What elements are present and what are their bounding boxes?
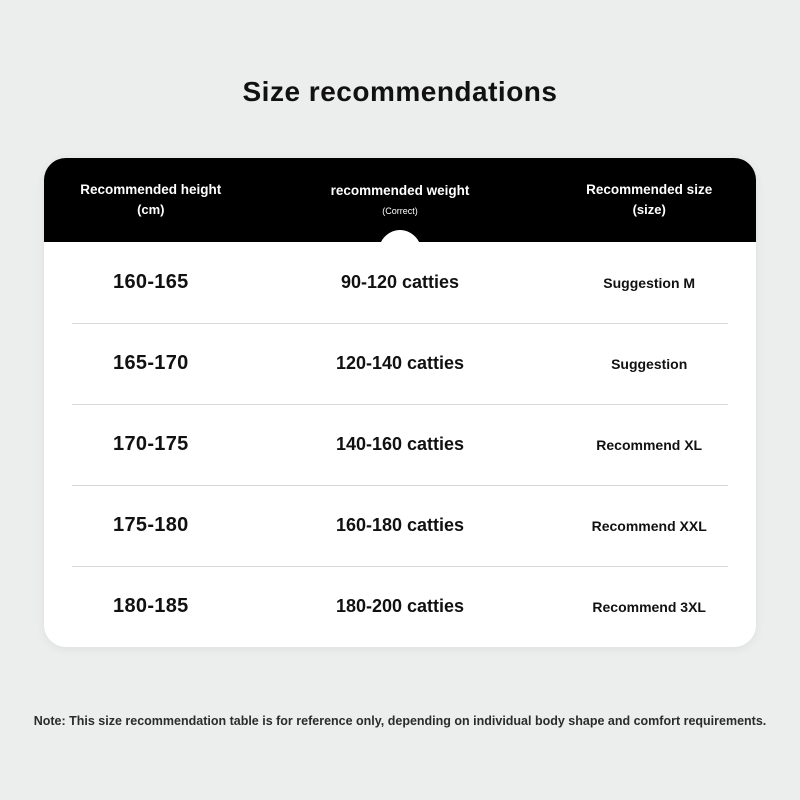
header-weight-line1: recommended weight [330, 183, 470, 199]
cell-weight: 140-160 catties [335, 434, 465, 454]
table-row [44, 323, 756, 404]
cell-weight: 180-200 catties [335, 596, 465, 616]
cell-height: 175-180 [113, 514, 189, 536]
header-weight-line2: (Correct) [382, 206, 418, 217]
footer-note: Note: This size recommendation table is for reference only, depending on individual body shape and comfort requirements. [33, 714, 767, 728]
table-header-row [44, 158, 756, 242]
cell-weight: 160-180 catties [335, 515, 465, 535]
header-size-line1: Recommended size [586, 182, 713, 198]
cell-weight: 90-120 catties [340, 272, 460, 292]
table-row [44, 242, 756, 323]
cell-size: Recommend 3XL [592, 598, 706, 615]
cell-height: 165-170 [113, 352, 189, 374]
size-table-card [44, 158, 756, 647]
header-size-line2: (size) [632, 202, 666, 218]
cell-height: 170-175 [113, 433, 189, 455]
cell-height: 180-185 [113, 595, 189, 617]
header-cell-height [44, 180, 258, 220]
header-cell-weight [258, 181, 543, 219]
cell-size: Suggestion [611, 355, 688, 372]
header-height-line2: (cm) [137, 202, 165, 218]
cell-size: Recommend XL [596, 436, 703, 453]
header-height-line1: Recommended height [80, 182, 222, 198]
cell-weight: 120-140 catties [335, 353, 465, 373]
table-row [44, 404, 756, 485]
header-cell-size [542, 180, 756, 220]
cell-size: Suggestion M [603, 274, 696, 291]
page-title: Size recommendations [242, 76, 558, 107]
table-row [44, 566, 756, 647]
cell-size: Recommend XXL [591, 517, 707, 534]
cell-height: 160-165 [113, 271, 189, 293]
table-row [44, 485, 756, 566]
